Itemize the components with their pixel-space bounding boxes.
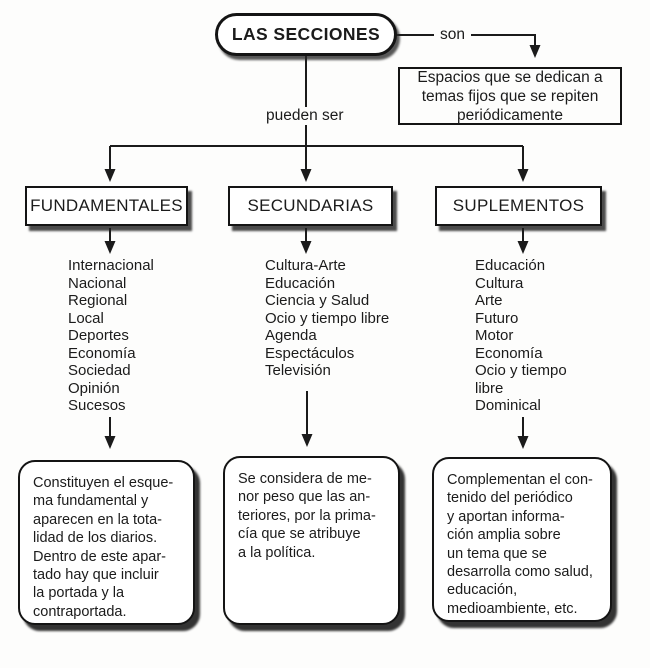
item-list-fundamentales (68, 257, 154, 415)
list-item: Educación (475, 257, 546, 274)
note-box-secundarias (223, 456, 400, 625)
list-item: Dominical (475, 397, 541, 414)
list-item: Ocio y tiempo (475, 362, 567, 379)
note-line: teriores, por la prima- (238, 507, 376, 524)
category-label: SECUNDARIAS (247, 196, 374, 215)
arrowhead-list-center (301, 241, 312, 254)
note-line: contraportada. (33, 603, 127, 620)
list-item: Ciencia y Salud (265, 292, 370, 309)
arrowhead-note-left (105, 436, 116, 449)
category-box-secundarias (228, 186, 393, 226)
list-item: Sucesos (68, 397, 126, 414)
arrowhead-drop-center (301, 169, 312, 182)
list-item: libre (475, 379, 504, 397)
note-line: Complementan el con- (447, 472, 593, 488)
list-item: Economía (68, 344, 136, 362)
note-line: Dentro de este apar- (33, 548, 166, 565)
list-item: Motor (475, 327, 514, 344)
note-line: la portada y la (33, 585, 125, 602)
list-item: Nacional (68, 274, 127, 292)
definition-line: Espacios que se dedican a (417, 68, 603, 86)
list-item: Agenda (265, 327, 317, 344)
list-item: Internacional (68, 257, 154, 274)
note-line: Constituyen el esque- (33, 475, 174, 491)
list-item: Arte (475, 292, 503, 309)
arrowhead-note-right (518, 436, 529, 449)
definition-line: periódicamente (457, 106, 563, 124)
arrowhead-drop-right (518, 169, 529, 182)
definition-box (398, 67, 622, 125)
list-item: Deportes (68, 327, 129, 344)
note-line: Se considera de me- (238, 471, 372, 487)
note-line: lidad de los diarios. (33, 530, 158, 547)
list-item: Economía (475, 344, 543, 362)
list-item: Local (68, 309, 104, 327)
list-item: Cultura (475, 274, 524, 292)
arrowhead-note-center (302, 434, 313, 447)
note-line: medioambiente, etc. (447, 600, 578, 617)
arrowhead-drop-left (105, 169, 116, 182)
note-box-fundamentales (18, 460, 195, 625)
list-item: Educación (265, 274, 336, 292)
note-box-suplementos (432, 457, 612, 622)
note-line: y aportan informa- (447, 508, 565, 525)
note-line: desarrolla como salud, (447, 564, 593, 581)
arrowhead-list-left (105, 241, 116, 254)
note-line: educación, (447, 582, 518, 599)
note-line: aparecen en la tota- (33, 511, 162, 528)
list-item: Futuro (475, 309, 519, 327)
list-item: Regional (68, 292, 128, 309)
list-item: Opinión (68, 379, 120, 397)
list-item: Espectáculos (265, 344, 355, 362)
note-line: un tema que se (447, 545, 547, 562)
root-node (215, 13, 397, 56)
root-node-label: LAS SECCIONES (231, 24, 381, 44)
category-label: FUNDAMENTALES (30, 196, 183, 215)
item-list-suplementos (475, 257, 567, 415)
note-line: nor peso que las an- (238, 489, 371, 506)
list-item: Televisión (265, 362, 331, 379)
pueden-ser-label: pueden ser (260, 107, 350, 125)
note-line: ción amplia sobre (447, 527, 561, 544)
category-label: SUPLEMENTOS (452, 196, 585, 215)
category-box-suplementos (435, 186, 602, 226)
note-line: cía que se atribuye (238, 526, 361, 543)
note-line: a la política. (238, 544, 316, 561)
list-item: Sociedad (68, 362, 131, 379)
note-line: tado hay que incluir (33, 567, 159, 584)
list-item: Cultura-Arte (265, 257, 346, 274)
note-line: ma fundamental y (33, 493, 149, 510)
arrowhead-son (530, 45, 541, 58)
item-list-secundarias (265, 257, 389, 380)
arrowhead-list-right (518, 241, 529, 254)
category-box-fundamentales (25, 186, 188, 226)
note-line: tenido del periódico (447, 490, 573, 507)
son-label: son (434, 26, 471, 44)
definition-line: temas fijos que se repiten (421, 87, 599, 105)
list-item: Ocio y tiempo libre (265, 309, 390, 327)
